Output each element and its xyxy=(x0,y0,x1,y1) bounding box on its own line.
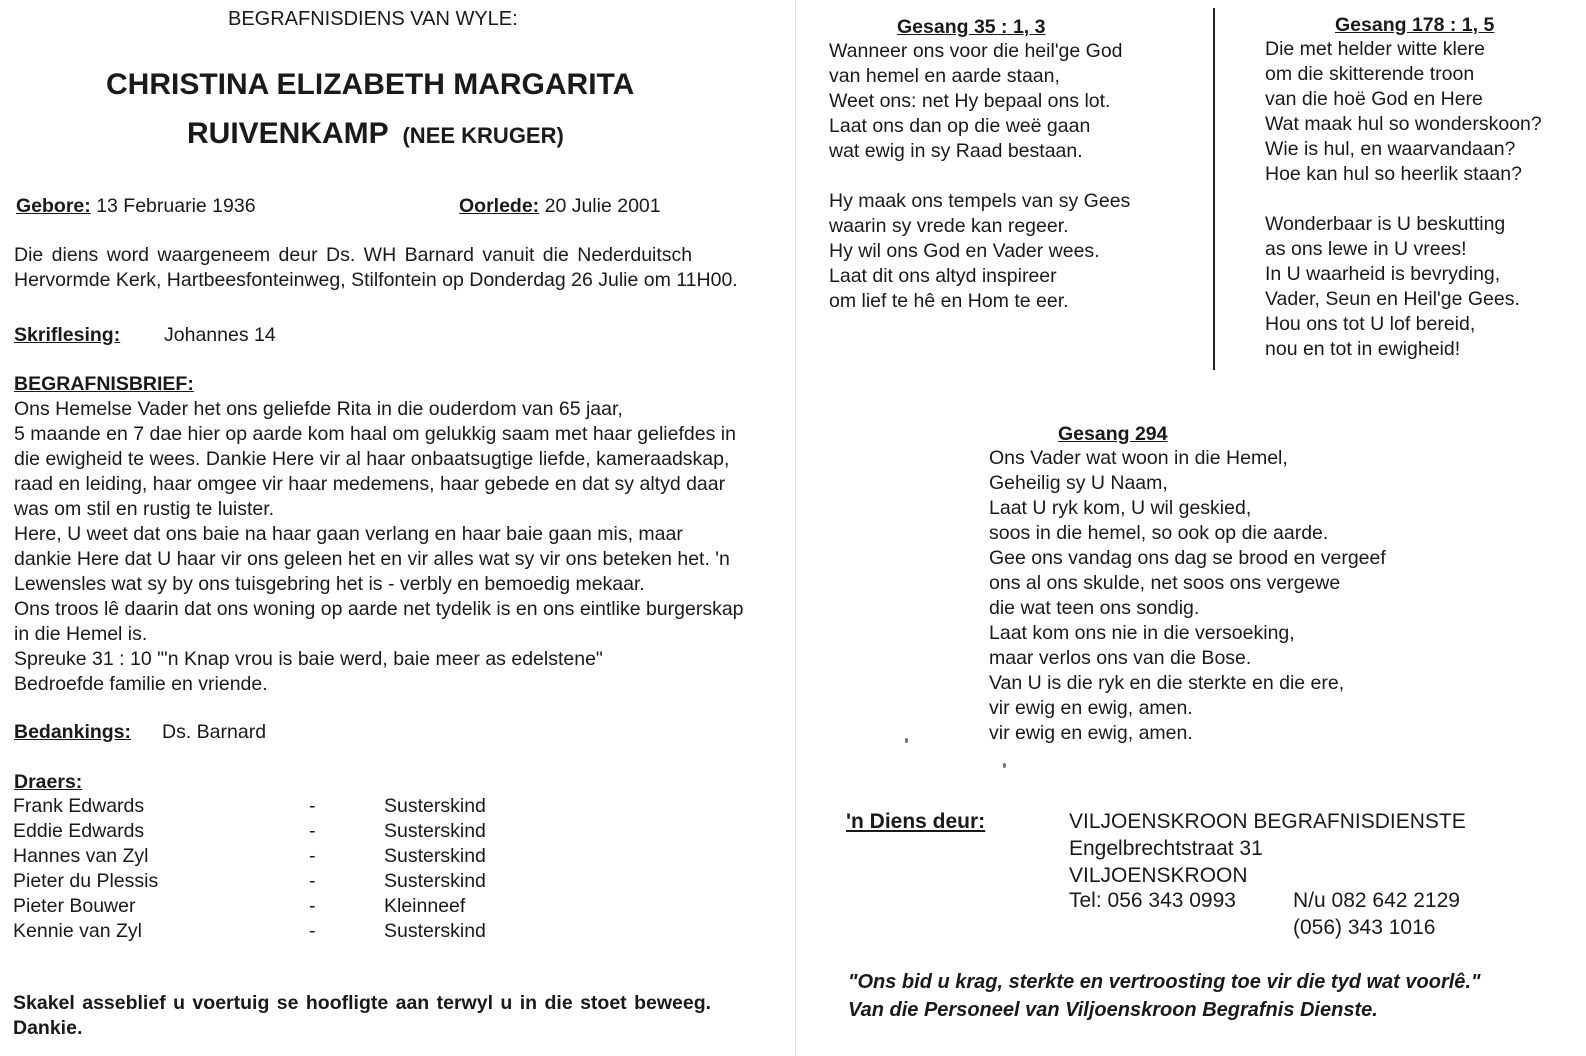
letter-line: Ons Hemelse Vader het ons geliefde Rita in die ouderdom van 65 jaar, xyxy=(14,398,623,420)
bearer-relation: Kleinneef xyxy=(384,895,466,917)
bearer-dash: - xyxy=(309,795,316,817)
hymn-line: van hemel en aarde staan, xyxy=(829,65,1060,87)
hymn-line: Weet ons: net Hy bepaal ons lot. xyxy=(829,90,1111,112)
hymn-line: Wonderbaar is U beskutting xyxy=(1265,213,1506,235)
reading-value: Johannes 14 xyxy=(164,324,276,346)
hymn-line: soos in die hemel, so ook op die aarde. xyxy=(989,522,1329,544)
service-line-1: Die diens word waargeneem deur Ds. WH Barnard vanuit die Nederduitsch xyxy=(14,244,693,266)
deceased-name-line1: CHRISTINA ELIZABETH MARGARITA xyxy=(106,68,635,101)
hymn-line: Die met helder witte klere xyxy=(1265,38,1486,60)
column-divider xyxy=(1213,8,1215,370)
condolence-quote: "Ons bid u krag, sterkte en vertroosting toe vir die tyd wat voorlê." xyxy=(848,971,1481,993)
hymn-line: nou en tot in ewigheid! xyxy=(1265,338,1461,360)
deceased-name-line2 xyxy=(187,117,564,151)
died-row xyxy=(459,194,661,219)
bearer-dash: - xyxy=(309,870,316,892)
company-name: VILJOENSKROON BEGRAFNISDIENSTE xyxy=(1069,810,1466,833)
maiden-name: (NEE KRUGER) xyxy=(402,123,564,148)
hymn-line xyxy=(1265,187,1542,212)
bearer-dash: - xyxy=(309,820,316,842)
hymn-3-title: Gesang 294 xyxy=(1058,423,1168,445)
hymn-line: Laat U ryk kom, U wil geskied, xyxy=(989,497,1252,519)
telephone: Tel: 056 343 0993 xyxy=(1069,889,1236,912)
letter-body xyxy=(14,397,744,697)
bearer-row xyxy=(13,869,513,894)
service-line-2: Hervormde Kerk, Hartbeesfonteinweg, Stilfontein op Donderdag 26 Julie om 11H00. xyxy=(14,269,738,291)
hymn-line: vir ewig en ewig, amen. xyxy=(989,722,1193,744)
hymn-line: Laat kom ons nie in die versoeking, xyxy=(989,622,1295,644)
died-label: Oorlede: xyxy=(459,195,540,217)
hymn-1-title: Gesang 35 : 1, 3 xyxy=(897,16,1046,38)
letter-line: in die Hemel is. xyxy=(14,623,148,645)
hymn-line: Ons Vader wat woon in die Hemel, xyxy=(989,447,1288,469)
bearer-relation: Susterskind xyxy=(384,920,486,942)
hymn-line: as ons lewe in U vrees! xyxy=(1265,238,1467,260)
hymn-2-title: Gesang 178 : 1, 5 xyxy=(1335,14,1495,36)
letter-line: raad en leiding, haar omgee vir haar medemens, haar gebede en dat sy altyd daar xyxy=(14,473,726,495)
hymn-line: Hy maak ons tempels van sy Gees xyxy=(829,190,1131,212)
letter-line: dankie Here dat U haar vir ons geleen het en vir alles wat sy vir ons beteken het. 'n xyxy=(14,548,730,570)
surname: RUIVENKAMP xyxy=(187,117,389,150)
letter-line: Here, U weet dat ons baie na haar gaan verlang en haar baie gaan mis, maar xyxy=(14,523,683,545)
bearer-dash: - xyxy=(309,845,316,867)
bearer-name: Pieter du Plessis xyxy=(13,870,159,892)
letter-line: die ewigheid te wees. Dankie Here vir al haar onbaatsugtige liefde, kameraadskap, xyxy=(14,448,730,470)
bearer-name: Hannes van Zyl xyxy=(13,845,149,867)
bearer-relation: Susterskind xyxy=(384,795,486,817)
closing-request: Skakel asseblief u voertuig se hoofligte aan terwyl u in die stoet beweeg. xyxy=(13,992,712,1014)
bearer-dash: - xyxy=(309,920,316,942)
company-street: Engelbrechtstraat 31 xyxy=(1069,837,1263,860)
bearer-dash: - xyxy=(309,895,316,917)
hymn-line: vir ewig en ewig, amen. xyxy=(989,697,1193,719)
company-details xyxy=(1069,808,1466,889)
hymn-line: Wanneer ons voor die heil'ge God xyxy=(829,40,1123,62)
hymn-line: maar verlos ons van die Bose. xyxy=(989,647,1252,669)
hymn-line xyxy=(829,164,1130,189)
hymn-2-text xyxy=(1265,37,1542,362)
died-date: 20 Julie 2001 xyxy=(544,195,661,217)
hymn-line: Gee ons vandag ons dag se brood en vergeef xyxy=(989,547,1386,569)
bearer-name: Eddie Edwards xyxy=(13,820,145,842)
bearer-row xyxy=(13,819,513,844)
bearer-relation: Susterskind xyxy=(384,820,486,842)
bearer-row xyxy=(13,894,513,919)
alt-phone: (056) 343 1016 xyxy=(1293,916,1436,939)
print-speck xyxy=(905,738,908,743)
hymn-line: In U waarheid is bevryding, xyxy=(1265,263,1501,285)
condolence-signature: Van die Personeel van Viljoenskroon Begrafnis Dienste. xyxy=(848,999,1378,1021)
company-town: VILJOENSKROON xyxy=(1069,864,1248,887)
born-row xyxy=(16,194,256,219)
letter-line: Ons troos lê daarin dat ons woning op aarde net tydelik is en ons eintlike burgerskap xyxy=(14,598,744,620)
bearer-name: Pieter Bouwer xyxy=(13,895,136,917)
bearers-list xyxy=(13,794,513,944)
reading-label: Skriflesing: xyxy=(14,324,121,346)
hymn-line: Hoe kan hul so heerlik staan? xyxy=(1265,163,1522,185)
hymn-line: waarin sy vrede kan regeer. xyxy=(829,215,1069,237)
hymn-line: Hou ons tot U lof bereid, xyxy=(1265,313,1476,335)
born-date: 13 Februarie 1936 xyxy=(96,195,256,217)
letter-line: Bedroefde familie en vriende. xyxy=(14,673,268,695)
letter-line: Lewensles wat sy by ons tuisgebring het is - verbly en bemoedig mekaar. xyxy=(14,573,645,595)
print-speck xyxy=(1003,763,1006,768)
letter-line: was om stil en rustig te luister. xyxy=(14,498,275,520)
hymn-line: ons al ons skulde, net soos ons vergewe xyxy=(989,572,1341,594)
bearer-name: Kennie van Zyl xyxy=(13,920,142,942)
hymn-line: Geheilig sy U Naam, xyxy=(989,472,1168,494)
hymn-line: van die hoë God en Here xyxy=(1265,88,1483,110)
hymn-line: Wat maak hul so wonderskoon? xyxy=(1265,113,1542,135)
hymn-line: Laat ons dan op die weë gaan xyxy=(829,115,1091,137)
after-hours-phone: N/u 082 642 2129 xyxy=(1293,889,1460,912)
bearer-relation: Susterskind xyxy=(384,870,486,892)
thanks-value: Ds. Barnard xyxy=(162,721,267,743)
hymn-1-text xyxy=(829,39,1130,314)
hymn-line: Laat dit ons altyd inspireer xyxy=(829,265,1057,287)
closing-thanks: Dankie. xyxy=(13,1017,83,1039)
born-label: Gebore: xyxy=(16,195,91,217)
hymn-line: wat ewig in sy Raad bestaan. xyxy=(829,140,1083,162)
service-by-label: 'n Diens deur: xyxy=(846,810,986,833)
bearer-row xyxy=(13,919,513,944)
hymn-line: Hy wil ons God en Vader wees. xyxy=(829,240,1100,262)
letter-line: Spreuke 31 : 10 "'n Knap vrou is baie werd, baie meer as edelstene" xyxy=(14,648,603,670)
bearer-row xyxy=(13,844,513,869)
hymn-line: om die skitterende troon xyxy=(1265,63,1475,85)
bearers-label: Draers: xyxy=(14,771,83,793)
bearer-relation: Susterskind xyxy=(384,845,486,867)
page-fold xyxy=(795,0,796,1056)
hymn-line: die wat teen ons sondig. xyxy=(989,597,1200,619)
hymn-line: Van U is die ryk en die sterkte en die ere, xyxy=(989,672,1345,694)
service-header: BEGRAFNISDIENS VAN WYLE: xyxy=(228,8,518,30)
hymn-line: om lief te hê en Hom te eer. xyxy=(829,290,1069,312)
bearer-row xyxy=(13,794,513,819)
hymn-line: Wie is hul, en waarvandaan? xyxy=(1265,138,1516,160)
hymn-line: Vader, Seun en Heil'ge Gees. xyxy=(1265,288,1520,310)
hymn-3-text xyxy=(989,446,1386,746)
thanks-label: Bedankings: xyxy=(14,721,132,743)
letter-line: 5 maande en 7 dae hier op aarde kom haal om gelukkig saam met haar geliefdes in xyxy=(14,423,736,445)
bearer-name: Frank Edwards xyxy=(13,795,145,817)
letter-label: BEGRAFNISBRIEF: xyxy=(14,373,194,395)
